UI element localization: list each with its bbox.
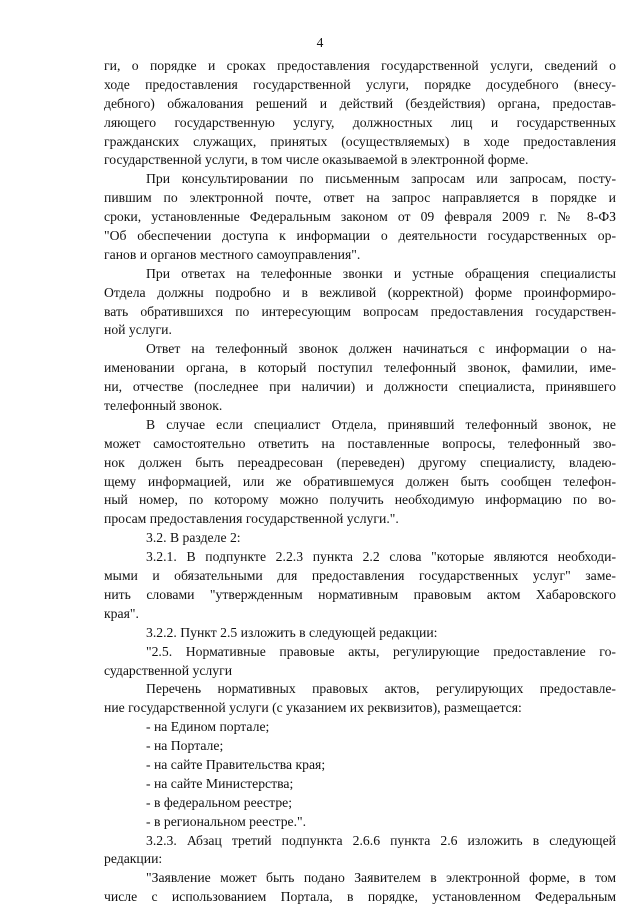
- text-line: 3.2.2. Пункт 2.5 изложить в следующей редакции:: [146, 624, 438, 640]
- text-line: числе с использованием Портала, в порядке, установленном Федеральным: [104, 889, 616, 905]
- text-line: ганов и органов местного самоуправления".: [104, 246, 361, 262]
- text-line: Перечень нормативных правовых актов, регулирующих предоставле-: [146, 681, 616, 697]
- text-line: 3.2.3. Абзац третий подпункта 2.6.6 пункта 2.6 изложить в следующей: [146, 832, 616, 848]
- text-line: щему информацией, или же обратившемуся должен быть сообщен телефон-: [104, 473, 616, 489]
- text-line: 3.2. В разделе 2:: [146, 530, 241, 546]
- text-line: просам предоставления государственной услуги.".: [104, 511, 399, 527]
- text-line: сроки, установленные Федеральным законом от 09 февраля 2009 г. № 8-ФЗ: [104, 209, 616, 225]
- text-line: гражданских служащих, принятых (осуществляемых) в ходе предоставления: [104, 133, 616, 149]
- text-line: При консультировании по письменным запросам или запросам, посту-: [146, 171, 616, 187]
- text-line: ходе предоставления государственной услуги, порядке досудебного (внесу-: [104, 76, 616, 92]
- text-line: мыми и обязательными для предоставления государственных услуг" заме-: [104, 568, 616, 584]
- text-line: - на сайте Правительства края;: [146, 756, 326, 772]
- text-line: "2.5. Нормативные правовые акты, регулирующие предоставление го-: [146, 643, 616, 659]
- text-line: нок должен быть переадресован (переведен) другому специалисту, владею-: [104, 454, 616, 470]
- text-line: вать обратившихся по интересующим вопросам предоставления государствен-: [104, 303, 616, 319]
- text-line: телефонный звонок.: [104, 398, 223, 414]
- text-line: В случае если специалист Отдела, принявший телефонный звонок, не: [146, 416, 616, 432]
- text-line: края".: [104, 605, 139, 621]
- text-line: именовании органа, в который поступил телефонный звонок, фамилии, име-: [104, 360, 616, 376]
- text-line: - на Едином портале;: [146, 719, 270, 735]
- page-number: 4: [316, 35, 324, 50]
- text-line: При ответах на телефонные звонки и устные обращения специалисты: [146, 265, 616, 281]
- text-line: - в региональном реестре.".: [146, 813, 307, 829]
- text-line: ние государственной услуги (с указанием их реквизитов), размещается:: [104, 700, 522, 716]
- text-line: 3.2.1. В подпункте 2.2.3 пункта 2.2 слова "которые являются необходи-: [146, 549, 616, 565]
- text-line: ный номер, по которому можно получить необходимую информацию по во-: [104, 492, 616, 508]
- text-line: - в федеральном реестре;: [146, 794, 293, 810]
- text-line: - на Портале;: [146, 738, 224, 754]
- text-line: сударственной услуги: [104, 662, 233, 678]
- text-line: ляющего государственную услугу, должностных лиц и государственных: [104, 114, 616, 130]
- text-line: может самостоятельно ответить на поставленные вопросы, телефонный зво-: [104, 435, 616, 451]
- text-line: государственной услуги, в том числе оказываемой в электронной форме.: [104, 152, 529, 168]
- document-body: [104, 57, 616, 907]
- text-line: - на сайте Министерства;: [146, 775, 294, 791]
- text-line: Ответ на телефонный звонок должен начинаться с информации о на-: [146, 341, 616, 357]
- text-line: ной услуги.: [104, 322, 172, 338]
- text-line: Отдела должны подробно и в вежливой (корректной) форме проинформиро-: [104, 284, 616, 300]
- text-line: "Заявление может быть подано Заявителем в электронной форме, в том: [146, 870, 616, 886]
- text-line: ни, отчестве (последнее при наличии) и должности специалиста, принявшего: [104, 379, 616, 395]
- text-line: ги, о порядке и сроках предоставления государственной услуги, сведений о: [104, 58, 616, 73]
- text-line: редакции:: [104, 851, 163, 867]
- text-line: дебного) обжалования решений и действий (бездействия) органа, предостав-: [104, 95, 616, 111]
- text-line: "Об обеспечении доступа к информации о деятельности государственных ор-: [104, 228, 616, 244]
- text-line: пившим по электронной почте, ответ на запрос направляется в порядке и: [104, 190, 616, 206]
- text-line: нить словами "утвержденным нормативным правовым актом Хабаровского: [104, 586, 616, 602]
